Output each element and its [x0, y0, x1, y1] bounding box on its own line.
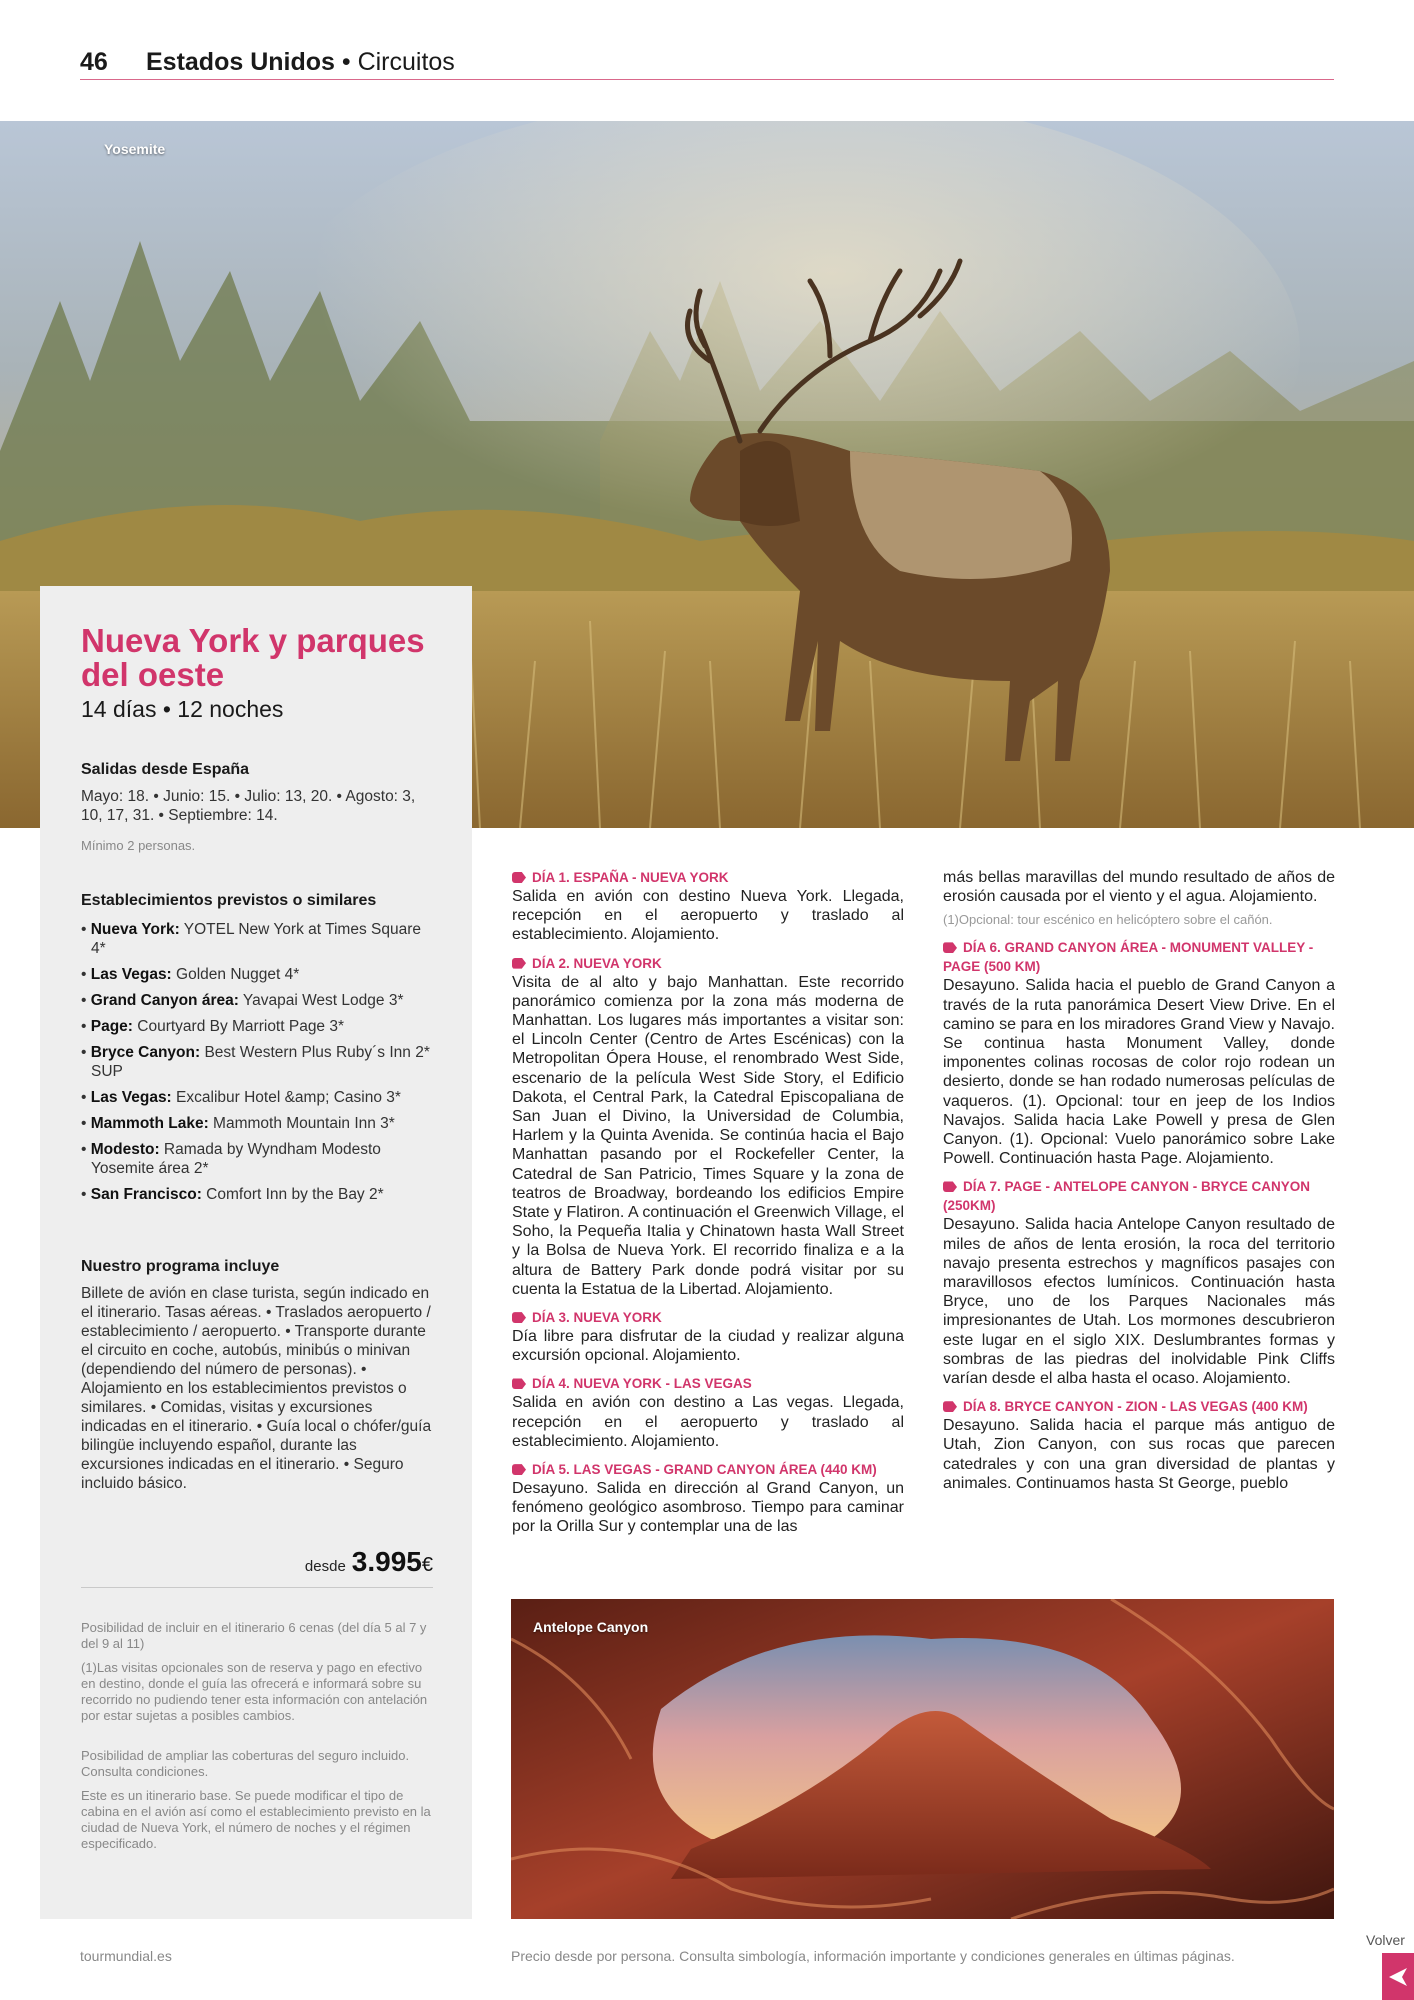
day-marker-icon [943, 1181, 957, 1192]
hotel-item: • Modesto: Ramada by Wyndham Modesto Yosemite área 2* [81, 1141, 381, 1177]
hotel-item: • Mammoth Lake: Mammoth Mountain Inn 3* [81, 1115, 395, 1132]
arrow-left-icon [1387, 1966, 1409, 1988]
day-heading: DÍA 4. NUEVA YORK - LAS VEGAS [512, 1374, 904, 1393]
hero-caption: Yosemite [104, 141, 166, 157]
day-marker-icon [512, 958, 526, 969]
optional-note: (1)Opcional: tour escénico en helicóptero sobre el cañón. [943, 912, 1273, 928]
day-description: Desayuno. Salida hacia Antelope Canyon resultado de miles de años de lenta erosión, la roca del territorio navajo presenta estrechos y magníficos pasajes con maravillosos efectos lumínicos. Continuación hasta Bryce, uno de los Parques Nacionales más impresionantes de Utah. Los mormones descubrieron este lugar en el siglo XIX. Deslumbrantes formas y sombras de las piedras del inolvidable Pink Cliffs varían desde el alba hasta el ocaso. Alojamiento. [943, 1216, 1335, 1388]
note-dinners: Posibilidad de incluir en el itinerario 6 cenas (del día 5 al 7 y del 9 al 11) [81, 1620, 427, 1651]
day-description: Desayuno. Salida hacia el pueblo de Grand Canyon a través de la ruta panorámica Desert View Drive. En el camino se para en los miradores Grand View y Navajo. Se continua hasta Monument Valley, donde imponentes colinas rocosas de color rojo rodean un desierto, donde se han rodado numerosas películas de vaqueros. (1). Opcional: tour en jeep de los Indios Navajos. Salida hacia Lake Powell y presa de Glen Canyon. (1). Opcional: Vuelo panorámico sobre Lake Powell. Continuación hasta Page. Alojamiento. [943, 977, 1335, 1168]
hotel-item: • Nueva York: YOTEL New York at Times Square 4* [81, 921, 421, 957]
hotel-item: • San Francisco: Comfort Inn by the Bay 2* [81, 1186, 384, 1203]
day-description: Desayuno. Salida en dirección al Grand Canyon, un fenómeno geológico asombroso. Tiempo para caminar por la Orilla Sur y contemplar una de las [512, 1480, 904, 1536]
departures-dates: Mayo: 18. • Junio: 15. • Julio: 13, 20. • Agosto: 3, 10, 17, 31. • Septiembre: 14. [81, 788, 416, 824]
day-heading: DÍA 3. NUEVA YORK [512, 1308, 904, 1327]
price-prefix: desde [304, 1558, 346, 1575]
itinerary-column-1 [512, 868, 904, 1546]
footer-disclaimer: Precio desde por persona. Consulta simbología, información importante y condiciones generales en últimas páginas. [511, 1948, 1235, 1964]
day-heading: DÍA 1. ESPAÑA - NUEVA YORK [512, 868, 904, 887]
day-marker-icon [512, 872, 526, 883]
tour-summary-panel [40, 586, 472, 1919]
hotel-item: • Las Vegas: Excalibur Hotel &amp; Casino 3* [81, 1089, 401, 1106]
day-heading: DÍA 7. PAGE - ANTELOPE CANYON - BRYCE CANYON (250KM) [943, 1179, 1311, 1214]
hotel-item: • Bryce Canyon: Best Western Plus Ruby´s Inn 2* SUP [81, 1044, 430, 1080]
day-marker-icon [512, 1464, 526, 1475]
antelope-caption: Antelope Canyon [533, 1619, 649, 1635]
hotel-item: • Page: Courtyard By Marriott Page 3* [81, 1018, 345, 1035]
price-row [81, 1546, 433, 1588]
minimum-persons: Mínimo 2 personas. [81, 838, 196, 853]
section-category: • Circuitos [334, 48, 455, 76]
page-header [80, 46, 1334, 80]
price-amount: 3.995 [351, 1546, 422, 1577]
note-insurance: Posibilidad de ampliar las coberturas del seguro incluido. Consulta condiciones. [81, 1748, 410, 1779]
day-heading: DÍA 5. LAS VEGAS - GRAND CANYON ÁREA (440 KM) [512, 1460, 904, 1479]
page-number: 46 [80, 48, 108, 76]
back-label[interactable]: Volver [1366, 1932, 1405, 1948]
hotel-item: • Grand Canyon área: Yavapai West Lodge 3* [81, 992, 404, 1009]
day-marker-icon [512, 1378, 526, 1389]
tour-title: Nueva York y parques del oeste [81, 622, 425, 693]
note-base-itinerary: Este es un itinerario base. Se puede modificar el tipo de cabina en el avión así como el establecimiento previsto en la ciudad de Nueva York, el número de noches y el régimen especificado. [81, 1788, 431, 1851]
day-marker-icon [943, 942, 957, 953]
day-description-continued: más bellas maravillas del mundo resultado de años de erosión causada por el viento y el agua. Alojamiento. [943, 869, 1335, 906]
day-description: Desayuno. Salida hacia el parque más antiguo de Utah, Zion Canyon, con sus rocas que parecen catedrales y con una gran diversidad de plantas y animales. Continuamos hasta St George, pueblo [943, 1417, 1335, 1492]
day-heading: DÍA 6. GRAND CANYON ÁREA - MONUMENT VALLEY - PAGE (500 KM) [943, 940, 1314, 975]
day-heading: DÍA 2. NUEVA YORK [512, 954, 904, 973]
hotels-list [81, 920, 433, 1211]
tour-duration: 14 días • 12 noches [81, 696, 284, 722]
day-marker-icon [512, 1312, 526, 1323]
footer-website[interactable]: tourmundial.es [80, 1948, 172, 1964]
program-includes: Billete de avión en clase turista, según indicado en el itinerario. Tasas aéreas. • Traslados aeropuerto / establecimiento / aeropuerto. • Transporte durante el circuito en coche, autobús, minibús o minivan (dependiendo del número de personas). • Alojamiento en los establecimientos previstos o similares. • Comidas, visitas y excursiones indicadas en el itinerario. • Guía local o chófer/guía bilingüe incluyendo español, durante las excursiones indicadas en el itinerario. • Seguro incluido básico. [81, 1285, 432, 1492]
itinerary-column-2 [943, 868, 1335, 1502]
day-marker-icon [943, 1401, 957, 1412]
day-heading: DÍA 8. BRYCE CANYON - ZION - LAS VEGAS (400 KM) [943, 1397, 1335, 1416]
program-heading: Nuestro programa incluye [81, 1258, 280, 1275]
hotels-heading: Establecimientos previstos o similares [81, 892, 377, 909]
departures-heading: Salidas desde España [81, 761, 250, 778]
price-currency: € [421, 1554, 433, 1576]
day-description: Salida en avión con destino Nueva York. Llegada, recepción en el aeropuerto y traslado al establecimiento. Alojamiento. [512, 888, 904, 944]
day-description: Visita de al alto y bajo Manhattan. Este recorrido panorámico comienza por la zona más moderna de Manhattan. Los lugares más importantes a visitar son: el Lincoln Center (Centro de Artes Escénicas) con la Metropolitan Ópera House, el renombrado West Side, escenario de la película West Side Story, el Edificio Dakota, el Central Park, la Catedral Episcopaliana de San Juan el Divino, la Universidad de Columbia, Harlem y la Quinta Avenida. Se continúa hacia el Bajo Manhattan pasando por el Rockefeller Center, la Catedral de San Patricio, Times Square y la zona de teatros de Broadway, bordeando los edificios Empire State y Flatiron. A continuación el Greenwich Village, el Soho, la Pequeña Italia y Chinatown hasta Wall Street y la Bolsa de Nueva York. El recorrido finaliza e a la altura de Battery Park donde podrá visitar por su cuenta la Estatua de la Libertad. Alojamiento. [512, 973, 904, 1298]
hotel-item: • Las Vegas: Golden Nugget 4* [81, 966, 300, 983]
note-optional-visits: (1)Las visitas opcionales son de reserva y pago en efectivo en destino, donde el guía las ofrecerá e informará sobre su recorrido no pudiendo tener esta información con antelación por estar sujetas a posibles cambios. [81, 1660, 428, 1723]
section-country: Estados Unidos [146, 48, 335, 76]
section-title [146, 48, 455, 77]
day-description: Salida en avión con destino a Las vegas. Llegada, recepción en el aeropuerto y traslado al establecimiento. Alojamiento. [512, 1394, 904, 1450]
antelope-canyon-photo [511, 1599, 1334, 1919]
day-description: Día libre para disfrutar de la ciudad y realizar alguna excursión opcional. Alojamiento. [512, 1328, 904, 1365]
back-button[interactable] [1382, 1953, 1414, 2000]
canyon-illustration [511, 1599, 1334, 1919]
